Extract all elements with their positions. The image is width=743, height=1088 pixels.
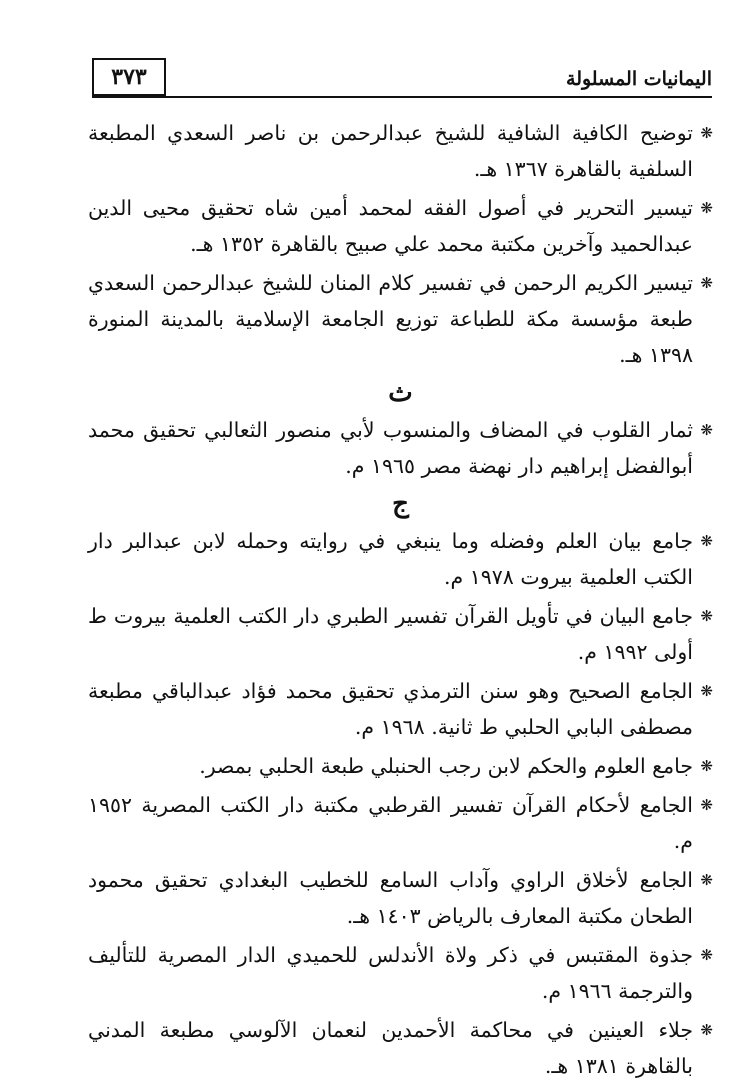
- bibliography-entry: [88, 787, 713, 859]
- bullet-star-icon: ❋: [700, 796, 713, 814]
- section-letter: ث: [388, 378, 413, 408]
- bibliography-entry: [88, 1012, 713, 1084]
- entry-text: جامع بيان العلم وفضله وما ينبغي في روايته وحمله لابن عبدالبر دار الكتب العلمية بيروت ١٩٧٨ م.: [88, 529, 693, 589]
- entry-text: الجامع لأحكام القرآن تفسير القرطبي مكتبة دار الكتب المصرية ١٩٥٢ م.: [88, 793, 693, 853]
- entry-text: جلاء العينين في محاكمة الأحمدين لنعمان الآلوسي مطبعة المدني بالقاهرة ١٣٨١ هـ.: [88, 1018, 693, 1078]
- bibliography-entry: [88, 862, 713, 934]
- bullet-star-icon: ❋: [700, 532, 713, 550]
- bibliography-entry: [88, 115, 713, 187]
- bibliography-entry: [88, 523, 713, 595]
- page-number: ٣٧٣: [111, 64, 147, 90]
- running-title: اليمانيات المسلولة: [566, 68, 712, 90]
- section-letter: ج: [392, 489, 409, 519]
- page-number-box: [92, 58, 166, 96]
- bullet-star-icon: ❋: [700, 274, 713, 292]
- bibliography-entry: [88, 190, 713, 262]
- entry-text: الجامع لأخلاق الراوي وآداب السامع للخطيب البغدادي تحقيق محمود الطحان مكتبة المعارف بالرياض ١٤٠٣ هـ.: [88, 868, 693, 928]
- bibliography-list: [88, 115, 713, 1087]
- entry-text: جامع البيان في تأويل القرآن تفسير الطبري دار الكتب العلمية بيروت ط أولى ١٩٩٢ م.: [88, 604, 693, 664]
- bullet-star-icon: ❋: [700, 124, 713, 142]
- bullet-star-icon: ❋: [700, 1021, 713, 1039]
- bullet-star-icon: ❋: [700, 946, 713, 964]
- bibliography-entry: [88, 265, 713, 373]
- bullet-star-icon: ❋: [700, 871, 713, 889]
- entry-text: ثمار القلوب في المضاف والمنسوب لأبي منصور الثعالبي تحقيق محمد أبوالفضل إبراهيم دار نهضة مصر ١٩٦٥ م.: [88, 418, 693, 478]
- entry-text: تيسير الكريم الرحمن في تفسير كلام المنان للشيخ عبدالرحمن السعدي طبعة مؤسسة مكة للطباعة توزيع الجامعة الإسلامية بالمدينة المنورة ١٣٩٨ هـ.: [88, 271, 693, 367]
- bullet-star-icon: ❋: [700, 682, 713, 700]
- entry-text: تيسير التحرير في أصول الفقه لمحمد أمين شاه تحقيق محيى الدين عبدالحميد وآخرين مكتبة محمد علي صبيح بالقاهرة ١٣٥٢ هـ.: [88, 196, 693, 256]
- bibliography-entry: [88, 748, 713, 784]
- bibliography-entry: [88, 412, 713, 484]
- entry-text: توضيح الكافية الشافية للشيخ عبدالرحمن بن ناصر السعدي المطبعة السلفية بالقاهرة ١٣٦٧ هـ.: [88, 121, 693, 181]
- bullet-star-icon: ❋: [700, 757, 713, 775]
- bibliography-entry: [88, 598, 713, 670]
- entry-text: جامع العلوم والحكم لابن رجب الحنبلي طبعة الحلبي بمصر.: [199, 754, 693, 778]
- bibliography-entry: [88, 937, 713, 1009]
- page-header: [92, 56, 712, 98]
- entry-text: جذوة المقتبس في ذكر ولاة الأندلس للحميدي الدار المصرية للتأليف والترجمة ١٩٦٦ م.: [88, 943, 693, 1003]
- bibliography-entry: [88, 673, 713, 745]
- entry-text: الجامع الصحيح وهو سنن الترمذي تحقيق محمد فؤاد عبدالباقي مطبعة مصطفى البابي الحلبي ط ثانية. ١٩٦٨ م.: [88, 679, 693, 739]
- bullet-star-icon: ❋: [700, 607, 713, 625]
- bullet-star-icon: ❋: [700, 421, 713, 439]
- bullet-star-icon: ❋: [700, 199, 713, 217]
